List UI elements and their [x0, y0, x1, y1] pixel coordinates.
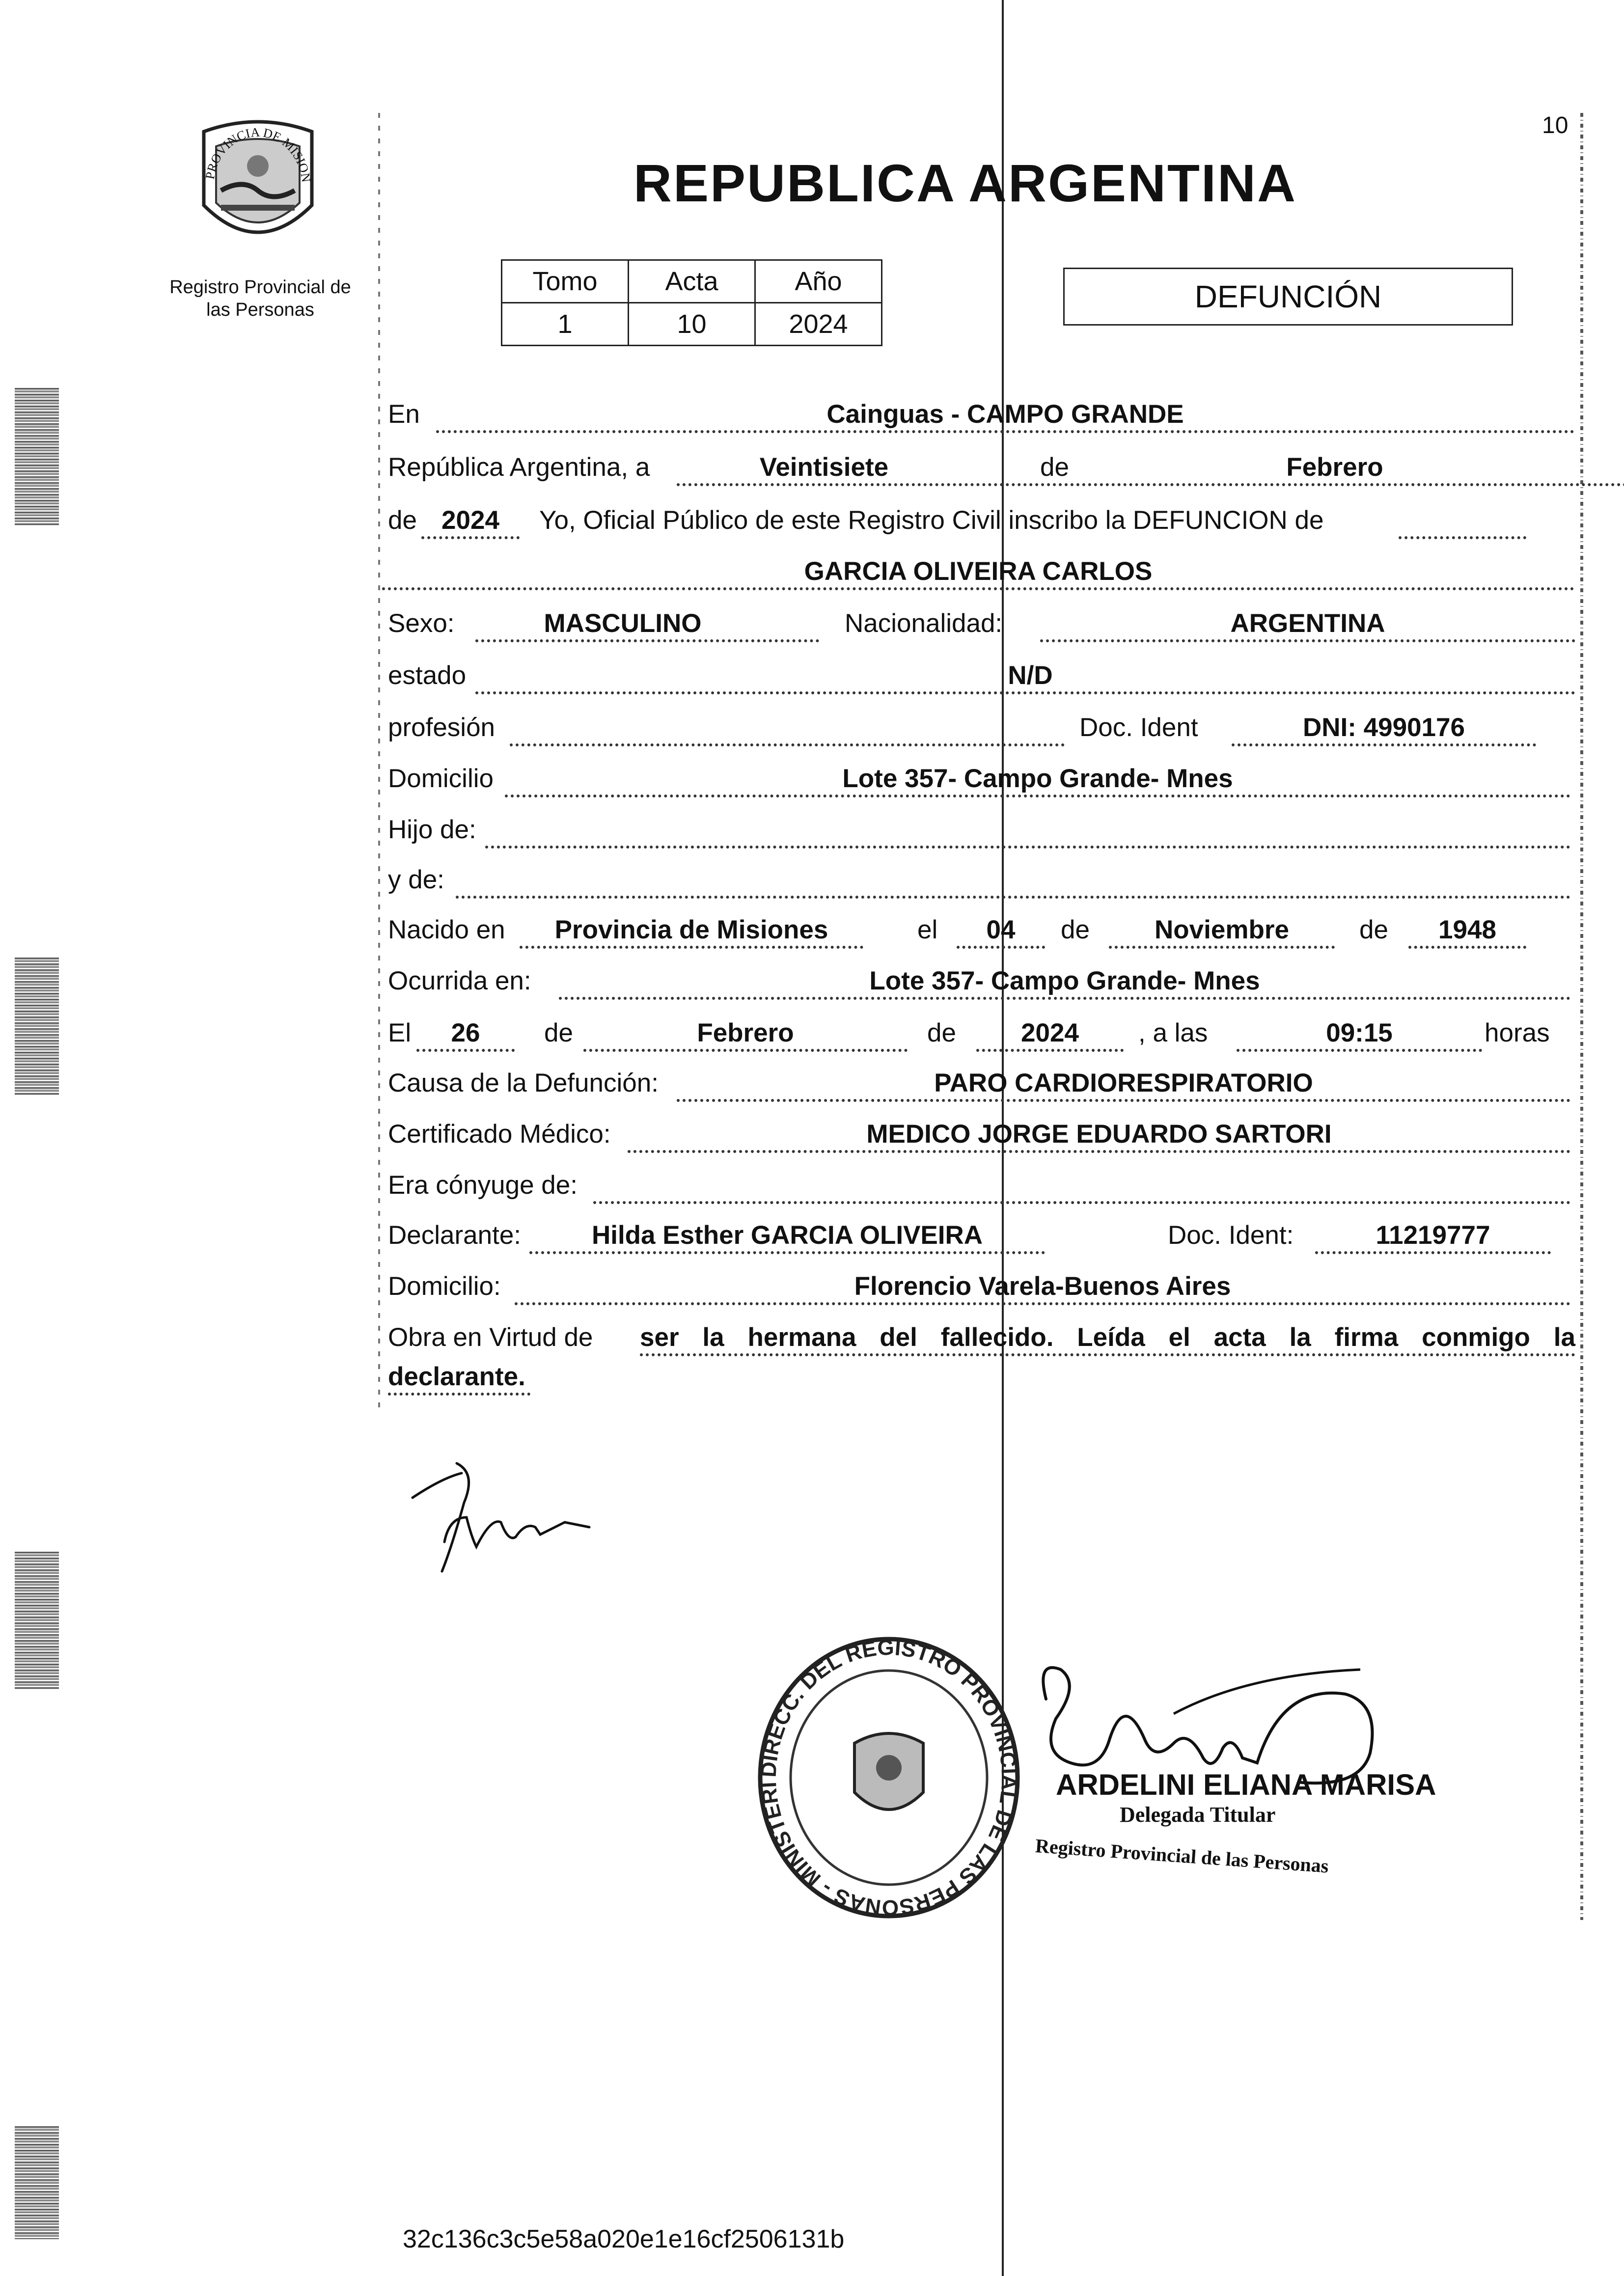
- dotted-line: [1232, 743, 1536, 746]
- row-nacido: [382, 899, 1576, 952]
- nac-de1: de: [1061, 915, 1090, 944]
- seal-text: PROVINCIA DE MISION: [202, 125, 314, 183]
- official-office: Registro Provincial de las Personas: [1034, 1834, 1329, 1877]
- row-ocurrida: [382, 950, 1576, 1003]
- official-role: Delegada Titular: [1120, 1803, 1276, 1827]
- row-fallecimiento: [382, 1002, 1576, 1055]
- dotted-line: [529, 1251, 1045, 1254]
- dotted-line: [677, 483, 1624, 486]
- official-name: ARDELINI ELIANA MARISA: [1056, 1768, 1436, 1801]
- left-margin-edge: [378, 113, 380, 1414]
- seal-caption-line2: las Personas: [206, 300, 314, 320]
- scan-artifact: [15, 958, 59, 1095]
- dotted-line: [505, 795, 1570, 797]
- causa-label: Causa de la Defunción:: [388, 1069, 659, 1097]
- dotted-line: [382, 587, 1574, 590]
- dotted-line: [1109, 946, 1335, 949]
- row-obra-2: [382, 1345, 1576, 1399]
- nac-dia: 04: [986, 915, 1016, 944]
- nacido-lugar: Provincia de Misiones: [554, 915, 828, 944]
- hijo-label: Hijo de:: [388, 815, 476, 844]
- dotted-line: [475, 639, 819, 642]
- certificado-label: Certificado Médico:: [388, 1120, 611, 1149]
- domicilio-label: Domicilio: [388, 764, 494, 793]
- page-number: 10: [1542, 112, 1569, 138]
- domicilio2-label: Domicilio:: [388, 1272, 501, 1301]
- record-type-box: DEFUNCIÓN: [1063, 268, 1513, 326]
- scan-artifact: [15, 2126, 59, 2239]
- fall-anio: 2024: [1021, 1018, 1079, 1047]
- oficial-text: Yo, Oficial Público de este Registro Civil inscribo la DEFUNCION de: [539, 506, 1324, 535]
- provincial-seal: [194, 112, 322, 259]
- row-nombre: [382, 540, 1576, 593]
- row-causa: [382, 1052, 1576, 1105]
- row-fecha: [382, 436, 1576, 489]
- obra-value-line1: ser la hermana del fallecido. Leída el acta la firma conmigo la: [640, 1323, 1575, 1352]
- dotted-line: [957, 946, 1045, 949]
- obra-label: Obra en Virtud de: [388, 1323, 593, 1352]
- scan-artifact: [15, 388, 59, 525]
- domicilio-value: Lote 357- Campo Grande- Mnes: [842, 764, 1233, 793]
- dotted-line: [436, 430, 1574, 433]
- horas-label: horas: [1485, 1018, 1550, 1047]
- doc2-label: Doc. Ident:: [1168, 1221, 1294, 1250]
- anio-value: 2024: [755, 303, 882, 346]
- acta-value: 10: [629, 303, 755, 346]
- de-label: de: [1040, 453, 1069, 482]
- en-value: Cainguas - CAMPO GRANDE: [826, 400, 1184, 429]
- obra-value-line2: declarante.: [388, 1362, 525, 1391]
- fall-mes: Febrero: [697, 1018, 794, 1047]
- republica-label: República Argentina, a: [388, 453, 650, 482]
- right-margin-edge: [1580, 113, 1583, 1920]
- row-en: [382, 383, 1576, 436]
- row-domicilio: [382, 747, 1576, 800]
- declarante-label: Declarante:: [388, 1221, 522, 1250]
- seal-caption: [162, 276, 358, 321]
- conyuge-label: Era cónyuge de:: [388, 1171, 578, 1200]
- dotted-line: [1315, 1251, 1551, 1254]
- fall-hora: 09:15: [1326, 1018, 1393, 1047]
- dotted-line: [1040, 639, 1575, 642]
- row-hijo: [382, 798, 1576, 851]
- mes-value: Febrero: [1286, 453, 1383, 482]
- row-declarante: [382, 1204, 1576, 1257]
- nacionalidad-value: ARGENTINA: [1230, 609, 1385, 638]
- doc-value: DNI: 4990176: [1303, 713, 1465, 742]
- seal-caption-line1: Registro Provincial de: [169, 277, 351, 298]
- dotted-line: [475, 691, 1575, 694]
- tomo-header: Tomo: [502, 260, 629, 303]
- estado-label: estado: [388, 661, 467, 690]
- dotted-line: [510, 743, 1065, 746]
- row-profesion: [382, 696, 1576, 749]
- declarant-signature: [403, 1444, 609, 1591]
- dotted-line: [1408, 946, 1526, 949]
- record-table: [501, 259, 882, 346]
- row-yde: [382, 849, 1576, 902]
- registry-stamp: [746, 1620, 1031, 1925]
- dotted-line: [677, 1099, 1570, 1102]
- row-estado: [382, 644, 1576, 697]
- yde-label: y de:: [388, 865, 444, 894]
- dotted-line: [515, 1302, 1570, 1305]
- official-signature: [1026, 1640, 1436, 1915]
- en-label: En: [388, 400, 420, 429]
- causa-value: PARO CARDIORESPIRATORIO: [934, 1069, 1313, 1097]
- fall-de1: de: [544, 1018, 573, 1047]
- nac-anio: 1948: [1438, 915, 1496, 944]
- ocurrida-value: Lote 357- Campo Grande- Mnes: [869, 966, 1260, 995]
- dotted-line: [520, 946, 863, 949]
- anio-value: 2024: [441, 506, 499, 535]
- nacionalidad-label: Nacionalidad:: [845, 609, 1003, 638]
- dotted-line: [628, 1150, 1570, 1153]
- sexo-label: Sexo:: [388, 609, 455, 638]
- profesion-label: profesión: [388, 713, 495, 742]
- anio-header: Año: [755, 260, 882, 303]
- row-sexo: [382, 592, 1576, 645]
- dotted-line: [1399, 536, 1526, 539]
- el-label: el: [917, 915, 938, 944]
- scan-artifact: [15, 1552, 59, 1689]
- domicilio2-value: Florencio Varela-Buenos Aires: [854, 1272, 1231, 1301]
- nac-de2: de: [1359, 915, 1388, 944]
- nombre-value: GARCIA OLIVEIRA CARLOS: [804, 557, 1153, 586]
- row-domicilio2: [382, 1255, 1576, 1308]
- nac-mes: Noviembre: [1155, 915, 1289, 944]
- nacido-label: Nacido en: [388, 915, 505, 944]
- fall-de2: de: [927, 1018, 956, 1047]
- alas-label: , a las: [1138, 1018, 1208, 1047]
- stamp-text: DIRECC. DEL REGISTRO PROVINCIAL DE LAS PERSONAS - MINISTERI: [756, 1635, 1021, 1920]
- dotted-line: [559, 997, 1570, 1000]
- dia-value: Veintisiete: [759, 453, 889, 482]
- certificado-value: MEDICO JORGE EDUARDO SARTORI: [866, 1120, 1332, 1149]
- estado-value: N/D: [1008, 661, 1053, 690]
- row-certificado: [382, 1103, 1576, 1156]
- document-hash: 32c136c3c5e58a020e1e16cf2506131b: [403, 2225, 845, 2253]
- row-anio: [382, 489, 1576, 542]
- document-title: REPUBLICA ARGENTINA: [633, 153, 1297, 213]
- declarante-value: Hilda Esther GARCIA OLIVEIRA: [591, 1221, 983, 1250]
- acta-header: Acta: [629, 260, 755, 303]
- fall-dia: 26: [451, 1018, 480, 1047]
- sexo-value: MASCULINO: [544, 609, 702, 638]
- dotted-line: [388, 1393, 530, 1396]
- dotted-line: [421, 536, 520, 539]
- de2-label: de: [388, 506, 417, 535]
- row-conyuge: [382, 1154, 1576, 1207]
- doc2-value: 11219777: [1376, 1221, 1490, 1250]
- el2-label: El: [388, 1018, 412, 1047]
- tomo-value: 1: [502, 303, 629, 346]
- doc-label: Doc. Ident: [1079, 713, 1198, 742]
- ocurrida-label: Ocurrida en:: [388, 966, 531, 995]
